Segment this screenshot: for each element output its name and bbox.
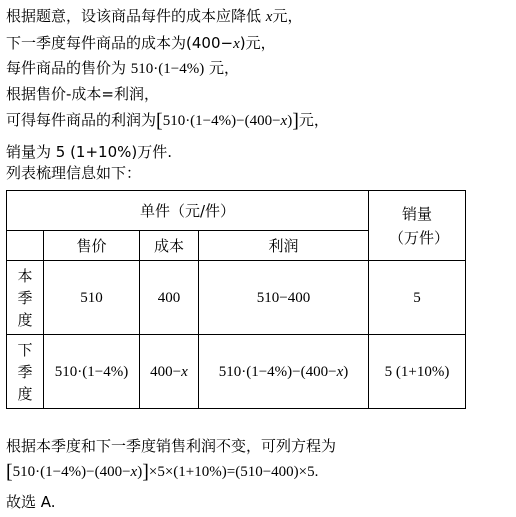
text: 每件商品的售价为 — [6, 59, 127, 77]
col-price: 售价 — [44, 231, 140, 261]
text-line-2 — [6, 33, 276, 54]
variable: x — [181, 363, 188, 380]
variable: x — [130, 464, 138, 480]
text: 元， — [209, 59, 240, 77]
variable: x — [265, 9, 273, 25]
equation-line — [6, 462, 318, 482]
row2-profit: 510·(1−4%)−(400−x) — [199, 335, 369, 409]
table-row — [7, 261, 466, 335]
text: )元， — [239, 34, 276, 52]
text: . — [314, 464, 319, 480]
math-expression: 510·(1−4%)−(400− — [162, 113, 281, 129]
variable: x — [233, 36, 240, 52]
text-line-5 — [6, 110, 329, 131]
math-expression: 510·(1−4%) — [130, 61, 205, 77]
variable: x — [280, 113, 288, 129]
math-expression: ) — [287, 113, 293, 129]
row2-sales: 5 (1+10%) — [369, 335, 466, 409]
text: 可得每件商品的利润为 — [6, 111, 157, 129]
bracket-close: ] — [292, 110, 299, 132]
text: 销量为 5 (1+10%)万件. — [6, 143, 173, 161]
bracket-close: ] — [142, 461, 149, 483]
header-unit: 单件（元/件） — [7, 191, 369, 231]
info-table — [6, 190, 466, 409]
text: 下一季度每件商品的成本为(400− — [6, 34, 234, 52]
text-line-1 — [6, 6, 302, 27]
table-header-row — [7, 191, 466, 231]
empty-cell — [7, 231, 44, 261]
text: 元， — [298, 111, 329, 129]
text-line-3 — [6, 58, 239, 79]
conclusion-line-1 — [6, 436, 336, 456]
bracket-open: [ — [156, 110, 163, 132]
text: 元， — [272, 7, 303, 25]
math-expression: 510·(1−4%)−(400− — [12, 464, 131, 480]
row1-price: 510 — [44, 261, 140, 335]
text: 根据本季度和下一季度销售利润不变，可列方程为 — [6, 437, 337, 455]
text-line-7 — [6, 163, 141, 183]
header-sales: 销量（万件） — [369, 191, 466, 261]
text: 列表梳理信息如下： — [6, 164, 142, 182]
col-profit: 利润 — [199, 231, 369, 261]
col-cost: 成本 — [140, 231, 199, 261]
text-line-4 — [6, 84, 159, 104]
row2-price: 510·(1−4%) — [44, 335, 140, 409]
text: 根据题意，设该商品每件的成本应降低 — [6, 7, 262, 25]
row1-sales: 5 — [369, 261, 466, 335]
row-label-this-quarter: 本季度 — [7, 261, 44, 335]
text: 故选 A. — [6, 493, 56, 511]
text: 根据售价-成本=利润， — [6, 85, 159, 103]
bracket-open: [ — [6, 461, 13, 483]
text-line-6 — [6, 142, 172, 162]
math-expression: ×5×(1+10%)=(510−400)×5 — [148, 464, 315, 480]
row2-cost: 400−x — [140, 335, 199, 409]
math-expression: ) — [137, 464, 143, 480]
row1-profit: 510−400 — [199, 261, 369, 335]
row-label-next-quarter: 下季度 — [7, 335, 44, 409]
variable: x — [336, 363, 344, 380]
table-row — [7, 335, 466, 409]
row1-cost: 400 — [140, 261, 199, 335]
conclusion-line-3 — [6, 492, 56, 512]
